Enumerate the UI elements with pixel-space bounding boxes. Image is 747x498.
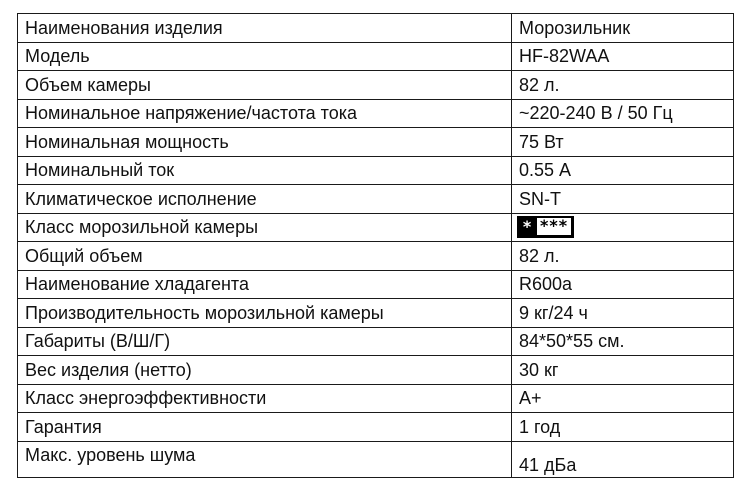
star-rating-boxed-stars: *** xyxy=(537,218,571,235)
spec-name: Класс энергоэффективности xyxy=(18,384,512,413)
spec-value: HF-82WAA xyxy=(512,42,734,71)
spec-value: 75 Вт xyxy=(512,128,734,157)
spec-value: 9 кг/24 ч xyxy=(512,299,734,328)
spec-value: 82 л. xyxy=(512,242,734,271)
table-row xyxy=(18,185,734,214)
table-row xyxy=(18,128,734,157)
table-row xyxy=(18,413,734,442)
spec-name: Наименования изделия xyxy=(18,14,512,43)
table-row xyxy=(18,242,734,271)
spec-value: 0.55 А xyxy=(512,156,734,185)
spec-value: 41 дБа xyxy=(512,441,734,477)
spec-name: Наименование хладагента xyxy=(18,270,512,299)
spec-value: 84*50*55 см. xyxy=(512,327,734,356)
spec-value: Морозильник xyxy=(512,14,734,43)
table-row xyxy=(18,213,734,242)
spec-name: Номинальный ток xyxy=(18,156,512,185)
table-row xyxy=(18,99,734,128)
spec-name: Номинальное напряжение/частота тока xyxy=(18,99,512,128)
spec-name: Гарантия xyxy=(18,413,512,442)
spec-value xyxy=(512,213,734,242)
table-row xyxy=(18,71,734,100)
spec-value: 82 л. xyxy=(512,71,734,100)
spec-name: Объем камеры xyxy=(18,71,512,100)
spec-value: ~220-240 В / 50 Гц xyxy=(512,99,734,128)
spec-name: Габариты (В/Ш/Г) xyxy=(18,327,512,356)
spec-value: А+ xyxy=(512,384,734,413)
table-row xyxy=(18,356,734,385)
star-rating-single-star: * xyxy=(522,217,532,237)
table-row xyxy=(18,327,734,356)
spec-name: Модель xyxy=(18,42,512,71)
spec-name: Общий объем xyxy=(18,242,512,271)
spec-name: Номинальная мощность xyxy=(18,128,512,157)
table-row xyxy=(18,384,734,413)
table-row xyxy=(18,299,734,328)
spec-value: 30 кг xyxy=(512,356,734,385)
table-row xyxy=(18,270,734,299)
spec-name: Класс морозильной камеры xyxy=(18,213,512,242)
spec-value: 1 год xyxy=(512,413,734,442)
table-row xyxy=(18,156,734,185)
spec-name: Климатическое исполнение xyxy=(18,185,512,214)
spec-value: SN-T xyxy=(512,185,734,214)
freezer-star-rating-badge xyxy=(517,216,574,238)
specifications-table xyxy=(17,13,734,478)
spec-name: Производительность морозильной камеры xyxy=(18,299,512,328)
table-row xyxy=(18,42,734,71)
table-row xyxy=(18,441,734,477)
spec-name: Вес изделия (нетто) xyxy=(18,356,512,385)
table-row xyxy=(18,14,734,43)
spec-value: R600a xyxy=(512,270,734,299)
spec-name: Макс. уровень шума xyxy=(18,441,512,477)
